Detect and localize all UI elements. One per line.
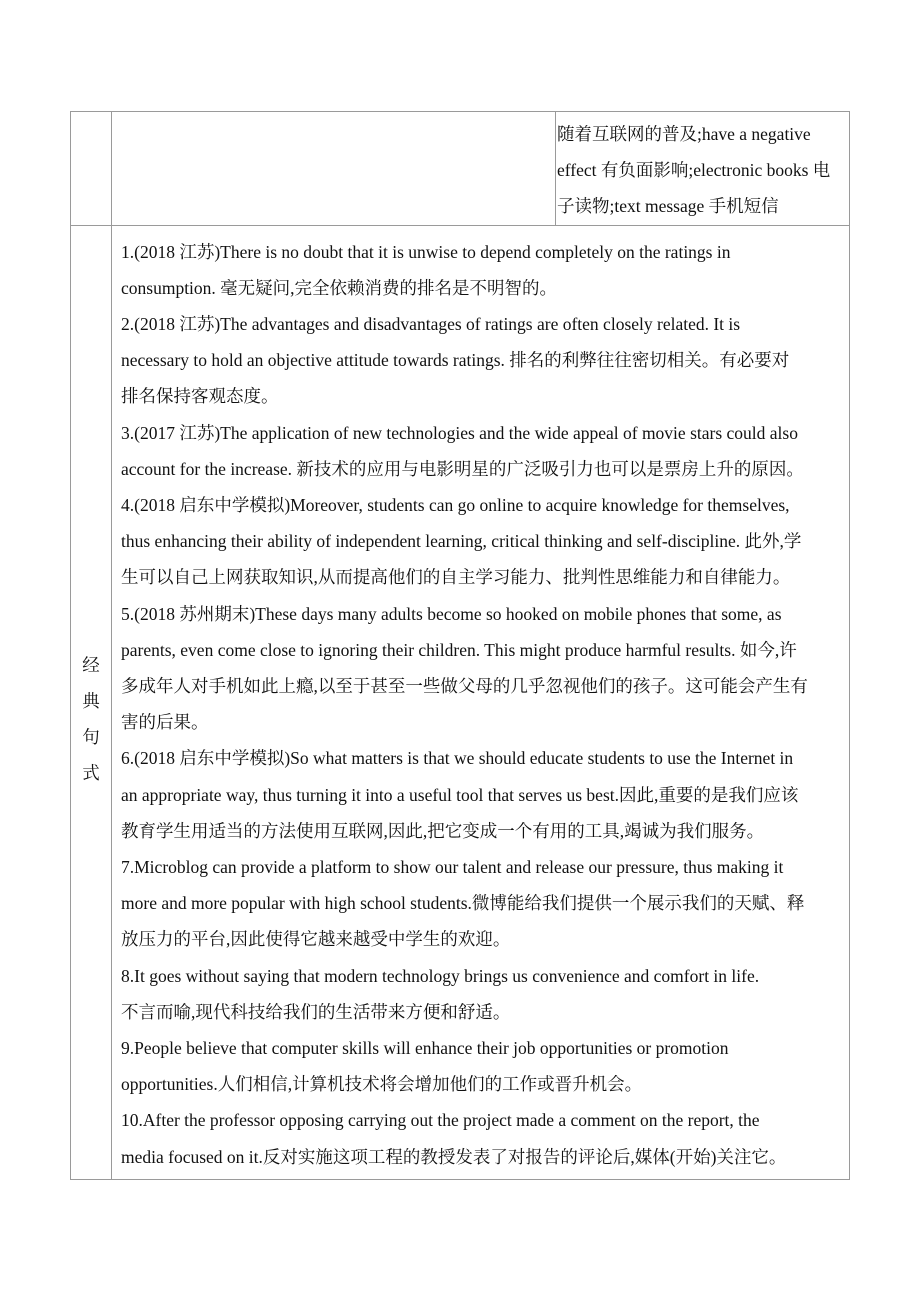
sentence-line: opportunities.人们相信,计算机技术将会增加他们的工作或晋升机会。: [121, 1074, 643, 1095]
sentence-line: media focused on it.反对实施这项工程的教授发表了对报告的评论后,媒体(开始)关注它。: [121, 1146, 787, 1167]
label-char: 句: [82, 727, 100, 748]
sentence-line: parents, even come close to ignoring their children. This might produce harmful results. 如今,许: [121, 639, 797, 660]
sentence-line: 排名保持客观态度。: [121, 386, 279, 407]
sentence-item: [121, 849, 849, 958]
sentence-line: 2.(2018 江苏)The advantages and disadvantages of ratings are often closely related. It is: [121, 314, 741, 335]
sentence-item: [121, 487, 849, 596]
sentence-line: 放压力的平台,因此使得它越来越受中学生的欢迎。: [121, 929, 511, 950]
sentence-item: [121, 234, 849, 306]
sentence-line: more and more popular with high school students.微博能给我们提供一个展示我们的天赋、释: [121, 893, 805, 914]
sentence-item: [121, 596, 849, 741]
sentence-item: [121, 415, 849, 487]
vocab-line: 子读物;text message 手机短信: [557, 196, 779, 217]
vocab-cell: [556, 112, 850, 226]
section-label: [71, 225, 112, 1179]
vocab-line: effect 有负面影响;electronic books 电: [557, 160, 831, 181]
sentence-line: 教育学生用适当的方法使用互联网,因此,把它变成一个有用的工具,竭诚为我们服务。: [121, 820, 765, 841]
label-char: 典: [82, 691, 100, 712]
sentence-line: account for the increase. 新技术的应用与电影明星的广泛吸引力也可以是票房上升的原因。: [121, 458, 804, 479]
sentence-line: 害的后果。: [121, 712, 209, 733]
sentence-line: 生可以自己上网获取知识,从而提高他们的自主学习能力、批判性思维能力和自律能力。: [121, 567, 791, 588]
sentence-item: [121, 740, 849, 849]
table-row-sentences: [71, 225, 850, 1179]
content-table: [70, 111, 850, 1180]
sentence-line: 3.(2017 江苏)The application of new technologies and the wide appeal of movie stars could also: [121, 422, 798, 443]
vocab-line: 随着互联网的普及;have a negative: [557, 124, 811, 144]
label-char: 经: [82, 655, 100, 676]
sentence-line: 9.People believe that computer skills will enhance their job opportunities or promotion: [121, 1038, 729, 1059]
sentence-line: 4.(2018 启东中学模拟)Moreover, students can go online to acquire knowledge for themselves,: [121, 495, 790, 516]
sentence-line: 6.(2018 启东中学模拟)So what matters is that we should educate students to use the Internet in: [121, 748, 794, 769]
sentence-item: [121, 1102, 849, 1174]
empty-label-cell: [71, 112, 112, 226]
empty-cell: [112, 112, 556, 226]
sentence-list: [112, 225, 850, 1179]
sentence-line: thus enhancing their ability of independent learning, critical thinking and self-discipline. 此外,学: [121, 531, 802, 552]
table-row-vocab: [71, 112, 850, 226]
sentence-line: necessary to hold an objective attitude towards ratings. 排名的利弊往往密切相关。有必要对: [121, 350, 790, 371]
sentence-line: an appropriate way, thus turning it into a useful tool that serves us best.因此,重要的是我们应该: [121, 784, 799, 805]
sentence-line: 7.Microblog can provide a platform to show our talent and release our pressure, thus making it: [121, 857, 784, 878]
sentence-line: 不言而喻,现代科技给我们的生活带来方便和舒适。: [121, 1001, 511, 1022]
sentence-item: [121, 1030, 849, 1102]
sentence-line: consumption. 毫无疑问,完全依赖消费的排名是不明智的。: [121, 277, 558, 298]
sentence-line: 10.After the professor opposing carrying out the project made a comment on the report, the: [121, 1110, 760, 1131]
label-char: 式: [82, 763, 100, 784]
sentence-item: [121, 958, 849, 1030]
sentence-line: 8.It goes without saying that modern technology brings us convenience and comfort in life.: [121, 965, 760, 986]
sentence-item: [121, 306, 849, 415]
sentence-line: 多成年人对手机如此上瘾,以至于甚至一些做父母的几乎忽视他们的孩子。这可能会产生有: [121, 676, 808, 697]
sentence-line: 1.(2018 江苏)There is no doubt that it is unwise to depend completely on the ratings in: [121, 241, 731, 262]
sentence-line: 5.(2018 苏州期末)These days many adults become so hooked on mobile phones that some, as: [121, 603, 782, 624]
